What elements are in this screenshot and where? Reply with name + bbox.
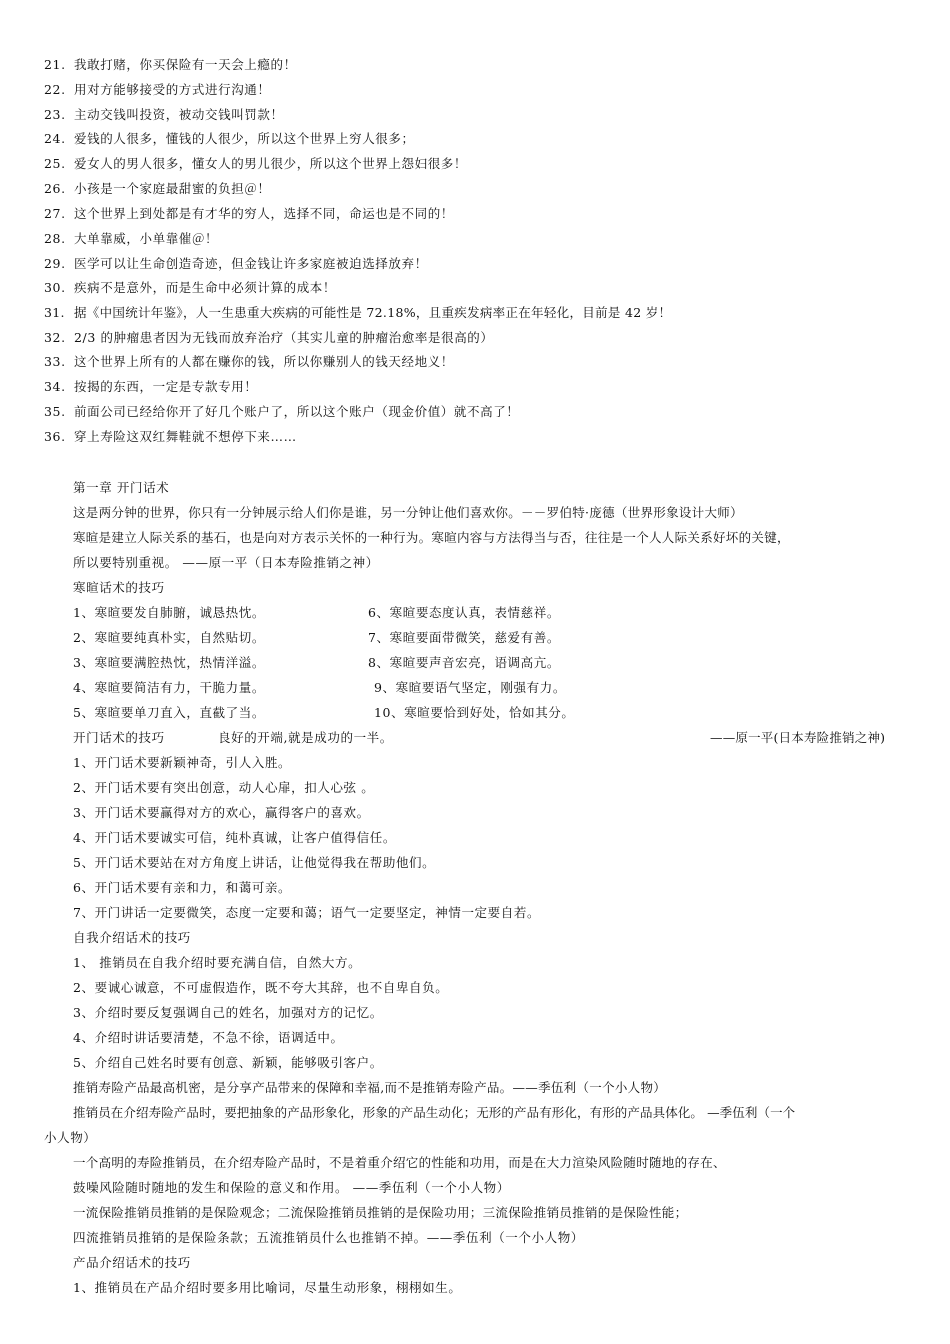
list-item: 35. 前面公司已经给你开了好几个账户了，所以这个账户（现金价值）就不高了！ — [44, 404, 520, 419]
list-item: 31. 据《中国统计年鉴》，人一生患重大疾病的可能性是 72.18%，且重疾发病率正在年轻化，目前是 42 岁！ — [44, 305, 672, 320]
list-item: 10、寒暄要恰到好处，恰如其分。 — [374, 705, 575, 720]
quote-paragraph: 这是两分钟的世界，你只有一分钟展示给人们你是谁，另一分钟让他们喜欢你。－－罗伯特·庞德（世界形象设计大师） — [73, 505, 743, 520]
list-item: 2、开门话术要有突出创意，动人心扉，扣人心弦 。 — [73, 780, 375, 795]
list-item: 32. 2/3 的肿瘤患者因为无钱而放弃治疗（其实儿童的肿瘤治愈率是很高的） — [44, 330, 494, 345]
paragraph-line: 推销员在介绍寿险产品时，要把抽象的产品形象化，形象的产品生动化；无形的产品有形化，有形的产品具体化。 —季伍利（一个 — [73, 1105, 796, 1120]
section-heading: 寒暄话术的技巧 — [73, 580, 165, 595]
list-item: 23. 主动交钱叫投资，被动交钱叫罚款！ — [44, 107, 284, 122]
list-item: 22. 用对方能够接受的方式进行沟通！ — [44, 82, 271, 97]
list-item: 21. 我敢打赌，你买保险有一天会上瘾的！ — [44, 57, 297, 72]
paragraph-line: 推销寿险产品最高机密，是分享产品带来的保障和幸福,而不是推销寿险产品。——季伍利（一个小人物） — [73, 1080, 667, 1095]
list-item: 5、开门话术要站在对方角度上讲话，让他觉得我在帮助他们。 — [73, 855, 436, 870]
list-item: 2、要诚心诚意，不可虚假造作，既不夸大其辞，也不自卑自负。 — [73, 980, 449, 995]
list-item: 4、寒暄要简洁有力，干脆力量。 — [73, 680, 265, 695]
list-item: 26. 小孩是一个家庭最甜蜜的负担＠！ — [44, 181, 271, 196]
section-heading: 自我介绍话术的技巧 — [73, 930, 191, 945]
list-item: 3、开门话术要赢得对方的欢心，赢得客户的喜欢。 — [73, 805, 370, 820]
motto: 良好的开端,就是成功的一半。 — [218, 730, 393, 745]
section-heading: 产品介绍话术的技巧 — [73, 1255, 191, 1270]
list-item: 3、寒暄要满腔热忱，热情洋溢。 — [73, 655, 265, 670]
list-item: 2、寒暄要纯真朴实，自然贴切。 — [73, 630, 265, 645]
list-item: 25. 爱女人的男人很多，懂女人的男儿很少，所以这个世界上怨妇很多！ — [44, 156, 468, 171]
list-item: 29. 医学可以让生命创造奇迹，但金钱让许多家庭被迫选择放弃！ — [44, 256, 428, 271]
list-item: 7、寒暄要面带微笑，慈爱有善。 — [368, 630, 560, 645]
list-item: 9、寒暄要语气坚定，刚强有力。 — [374, 680, 566, 695]
attribution: ——原一平(日本寿险推销之神) — [710, 730, 886, 745]
list-item: 1、推销员在产品介绍时要多用比喻词，尽量生动形象，栩栩如生。 — [73, 1280, 462, 1295]
list-item: 8、寒暄要声音宏亮，语调高亢。 — [368, 655, 560, 670]
paragraph-line: 所以要特别重视。 ——原一平（日本寿险推销之神） — [73, 555, 379, 570]
list-item: 33. 这个世界上所有的人都在赚你的钱，所以你赚别人的钱天经地义！ — [44, 354, 454, 369]
list-item: 1、寒暄要发自肺腑，诚恳热忱。 — [73, 605, 265, 620]
list-item: 4、介绍时讲话要清楚，不急不徐，语调适中。 — [73, 1030, 344, 1045]
list-item: 36. 穿上寿险这双红舞鞋就不想停下来…… — [44, 429, 297, 444]
paragraph-line: 四流推销员推销的是保险条款；五流推销员什么也推销不掉。——季伍利（一个小人物） — [73, 1230, 584, 1245]
list-item: 27. 这个世界上到处都是有才华的穷人，选择不同，命运也是不同的！ — [44, 206, 454, 221]
paragraph-line: 鼓噪风险随时随地的发生和保险的意义和作用。 ——季伍利（一个小人物） — [73, 1180, 510, 1195]
list-item: 7、开门讲话一定要微笑，态度一定要和蔼；语气一定要坚定，神情一定要自若。 — [73, 905, 541, 920]
paragraph-line: 一个高明的寿险推销员，在介绍寿险产品时，不是着重介绍它的性能和功用，而是在大力渲染风险随时随地的存在、 — [73, 1155, 726, 1170]
list-item: 1、开门话术要新颖神奇，引人入胜。 — [73, 755, 292, 770]
paragraph-line: 小人物） — [44, 1130, 97, 1145]
list-item: 1、 推销员在自我介绍时要充满自信，自然大方。 — [73, 955, 362, 970]
list-item: 5、寒暄要单刀直入，直截了当。 — [73, 705, 265, 720]
list-item: 28. 大单靠威，小单靠催＠！ — [44, 231, 219, 246]
list-item: 5、介绍自己姓名时要有创意、新颖，能够吸引客户。 — [73, 1055, 383, 1070]
list-item: 4、开门话术要诚实可信，纯朴真诚，让客户值得信任。 — [73, 830, 396, 845]
section-heading: 开门话术的技巧 — [73, 730, 165, 745]
list-item: 6、寒暄要态度认真，表情慈祥。 — [368, 605, 560, 620]
paragraph-line: 一流保险推销员推销的是保险观念；二流保险推销员推销的是保险功用；三流保险推销员推销的是保险性能； — [73, 1205, 688, 1220]
chapter-title: 第一章 开门话术 — [73, 480, 170, 495]
list-item: 3、介绍时要反复强调自己的姓名，加强对方的记忆。 — [73, 1005, 383, 1020]
paragraph-line: 寒暄是建立人际关系的基石，也是向对方表示关怀的一种行为。寒暄内容与方法得当与否，往往是一个人人际关系好坏的关键， — [73, 530, 790, 545]
list-item: 34. 按揭的东西，一定是专款专用！ — [44, 379, 258, 394]
list-item: 24. 爱钱的人很多，懂钱的人很少，所以这个世界上穷人很多； — [44, 131, 415, 146]
list-item: 6、开门话术要有亲和力，和蔼可亲。 — [73, 880, 292, 895]
list-item: 30. 疾病不是意外，而是生命中必须计算的成本！ — [44, 280, 337, 295]
